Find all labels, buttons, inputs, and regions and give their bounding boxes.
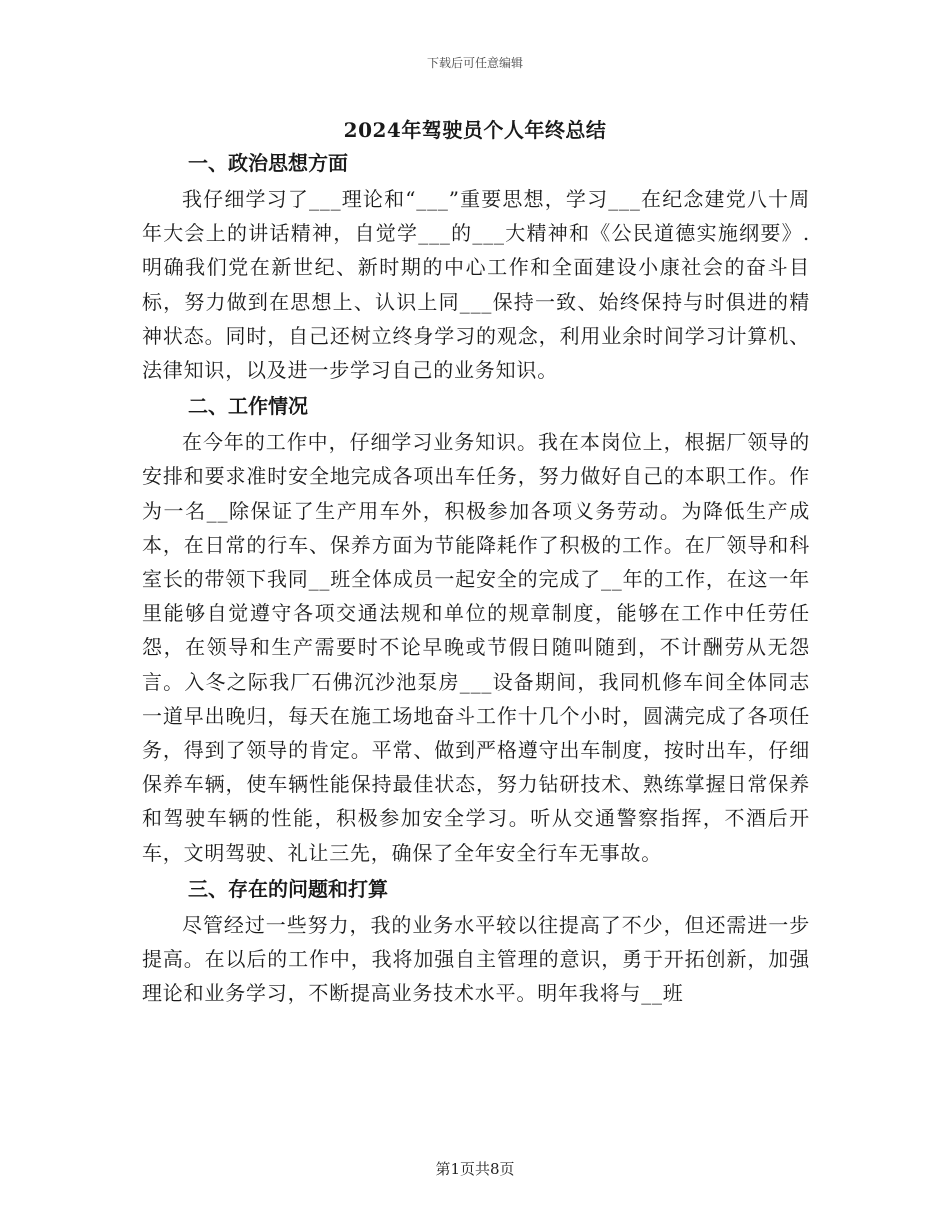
section-heading: 一、政治思想方面 — [188, 151, 348, 175]
section-problems-plans — [142, 874, 810, 1011]
section-paragraph: 我仔细学习了___理论和“___”重要思想，学习___在纪念建党八十周年大会上的讲话精神，自觉学___的___大精神和《公民道德实施纲要》.明确我们党在新世纪、新时期的中心工作和全面建设小康社会的奋斗目标，努力做到在思想上、认识上同___保持一致、始终保持与时俱进的精神状态。同时，自己还树立终身学习的观念，利用业余时间学习计算机、法律知识，以及进一步学习自己的业务知识。 — [142, 187, 810, 383]
section-work-situation — [142, 391, 810, 870]
section-heading: 二、工作情况 — [188, 394, 308, 419]
section-heading: 三、存在的问题和打算 — [188, 876, 388, 901]
document-body — [142, 148, 810, 1014]
page-header-note: 下载后可任意编辑 — [426, 56, 523, 70]
section-paragraph: 尽管经过一些努力，我的业务水平较以往提高了不少，但还需进一步提高。在以后的工作中，我将加强自主管理的意识，勇于开拓创新，加强理论和业务学习，不断提高业务技术水平。明年我将与__班 — [142, 912, 810, 1006]
section-paragraph: 在今年的工作中，仔细学习业务知识。我在本岗位上，根据厂领导的安排和要求准时安全地完成各项出车任务，努力做好自己的本职工作。作为一名__除保证了生产用车外，积极参加各项义务劳动。为降低生产成本，在日常的行车、保养方面为节能降耗作了积极的工作。在厂领导和科室长的带领下我同__班全体成员一起安全的完成了__年的工作，在这一年里能够自觉遵守各项交通法规和单位的规章制度，能够在工作中任劳任怨，在领导和生产需要时不论早晚或节假日随叫随到，不计酬劳从无怨言。入冬之际我厂石佛沉沙池泵房___设备期间，我同机修车间全体同志一道早出晚归，每天在施工场地奋斗工作十几个小时，圆满完成了各项任务，得到了领导的肯定。平常、做到严格遵守出车制度，按时出车，仔细保养车辆，使车辆性能保持最佳状态，努力钻研技术、熟练掌握日常保养和驾驶车辆的性能，积极参加安全学习。听从交通警察指挥，不酒后开车，文明驾驶、礼让三先，确保了全年安全行车无事故。 — [142, 430, 810, 865]
document-title: 2024年驾驶员个人年终总结 — [343, 118, 607, 142]
section-political-thought — [142, 148, 810, 387]
page-number-indicator: 第1页共8页 — [435, 1160, 515, 1178]
